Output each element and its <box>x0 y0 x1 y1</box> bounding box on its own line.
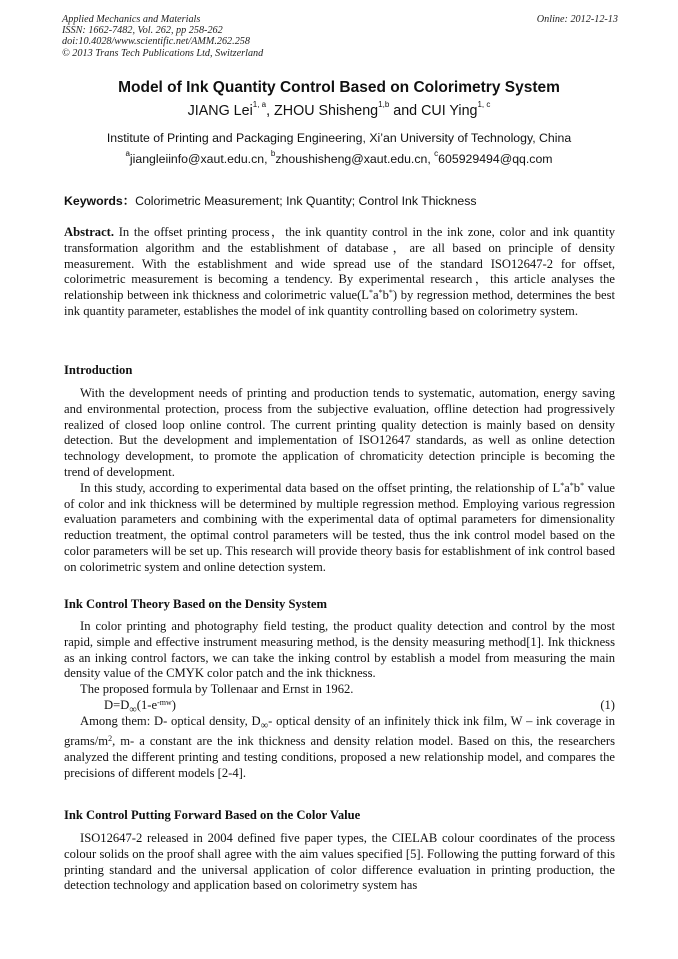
journal-name: Applied Mechanics and Materials <box>62 14 201 25</box>
author-list <box>0 100 678 119</box>
author-superscript: 1, c <box>477 100 491 109</box>
section-heading-density: Ink Control Theory Based on the Density System <box>64 597 327 611</box>
keywords <box>64 191 477 209</box>
keywords-text: Colorimetric Measurement; Ink Quantity; Control Ink Thickness <box>135 194 477 208</box>
paragraph: With the development needs of printing and production tends to systematic, automation, energy saving and environmental protection, process from the subjective evaluation, offline detection had progressively realized of closed loop online control. The current printing quality detection is mainly based on density detection. But the development and implementation of ISO12647 standards, as well as online detection technology development, to promote the application of chromaticity detection principle is becoming the trend of development. <box>64 386 615 479</box>
superscript: * <box>560 480 565 490</box>
equation-1 <box>64 698 615 714</box>
email-marker: a <box>125 149 130 158</box>
abstract-text: In the offset printing process，the ink quantity control in the ink zone, color and ink quantity transformation algorithm and the establishment of database，are all based on principle of density measurement. With the establishment and wide spread use of the standard ISO12647-2 for offset, colorimetric measurement is becoming a tendency. By experimental research，this article analyses the relationship between ink thickness and colorimetric value(L <box>64 225 615 303</box>
affiliation: Institute of Printing and Packaging Engineering, Xi’an University of Technology, China <box>106 131 572 145</box>
email-marker: c <box>434 149 439 158</box>
paragraph <box>64 714 615 782</box>
inline-text: In this study, according to experimental data based on the offset printing, the relationship of L <box>80 480 561 495</box>
author-superscript: 1,b <box>378 100 390 109</box>
superscript: * <box>388 288 393 298</box>
abstract-label: Abstract. <box>64 225 115 239</box>
author-name: and CUI Ying <box>389 103 478 119</box>
superscript: * <box>569 480 574 490</box>
paragraph: The proposed formula by Tollenaar and Ernst in 1962. <box>80 682 354 697</box>
abstract <box>64 225 615 320</box>
author-name: , ZHOU Shisheng <box>266 103 379 119</box>
inline-text: , m- a constant are the ink thickness and density relation model. Based on this, the researchers analyzed the different printing and testing conditions, proposed a new relationship model, and compares the precisions of different models [2-4]. <box>64 734 615 780</box>
author-name: JIANG Lei <box>187 103 253 119</box>
doi-line: doi:10.4028/www.scientific.net/AMM.262.258 <box>62 36 250 48</box>
email-marker: b <box>270 149 276 158</box>
inline-text: a <box>372 288 379 303</box>
density-body <box>64 619 615 782</box>
online-date: Online: 2012-12-13 <box>536 14 618 25</box>
equation-text: $D=D_\infty(1-e^{-mw})$ <box>104 697 176 716</box>
section-heading-color: Ink Control Putting Forward Based on the Color Value <box>64 808 361 822</box>
email-address: 605929494@qq.com <box>438 152 553 166</box>
paragraph: ISO12647-2 released in 2004 defined five paper types, the CIELAB colour coordinates of the process colour solids on the proof shall agree with the aim values specified [5]. Following the putting forward of this printing standard and the universal application of color difference evaluation in printing production, the detection technology and application based on colorimetry system has <box>64 831 615 893</box>
email-list <box>0 149 678 166</box>
color-body <box>64 831 615 894</box>
superscript: * <box>378 288 383 298</box>
email-address: jiangleiinfo@xaut.edu.cn, <box>129 152 271 166</box>
email-address: zhoushisheng@xaut.edu.cn, <box>275 152 435 166</box>
superscript: * <box>580 480 585 490</box>
paper-title: Model of Ink Quantity Control Based on Colorimetry System <box>118 79 560 96</box>
equation-number: (1) <box>600 697 615 712</box>
copyright-line: © 2013 Trans Tech Publications Ltd, Switzerland <box>62 47 264 59</box>
abstract-text: ) by regression method, determines the best ink quantity parameter, establishes the model of ink quantity controlling based on colorimetry system. <box>64 288 615 318</box>
section-heading-introduction: Introduction <box>64 363 133 377</box>
author-superscript: 1, a <box>252 100 267 109</box>
keywords-label: Keywords： <box>64 194 136 208</box>
inline-text: a <box>564 480 570 495</box>
issn-line: ISSN: 1662-7482, Vol. 262, pp 258-262 <box>62 25 223 37</box>
inline-text: b <box>382 288 389 303</box>
introduction-body <box>64 386 615 576</box>
inline-text: b <box>573 480 581 495</box>
inline-text: value of color and ink thickness will be determined by multiple regression method. Employing various regression evaluation parameters and combining with the experimental data of optimal parameters for dimensionality reduction treatment, the optimal control parameters will be tested, thus the ink control model based on the color parameters will be set up. This research will provide theory basis for establishment of ink control based on colorimetric system and online detection system. <box>64 480 616 574</box>
paragraph: In color printing and photography field testing, the product quality detection and control by the most rapid, simple and effective instrument measuring method, is the density measuring method[1]. Ink thickness as an inking control factors, we can take the inking control by establish a model from measuring the main density value of the CMYK color patch and the ink thickness. <box>64 619 615 681</box>
superscript: * <box>368 288 373 298</box>
superscript: 2 <box>108 734 113 744</box>
subscript: ∞ <box>260 720 269 732</box>
running-header <box>62 14 618 59</box>
inline-text: - optical density of an infinitely thick ink film, W – ink coverage in grams/m <box>64 713 615 749</box>
inline-text: Among them: D- optical density, D <box>80 713 261 728</box>
paragraph <box>64 481 615 576</box>
